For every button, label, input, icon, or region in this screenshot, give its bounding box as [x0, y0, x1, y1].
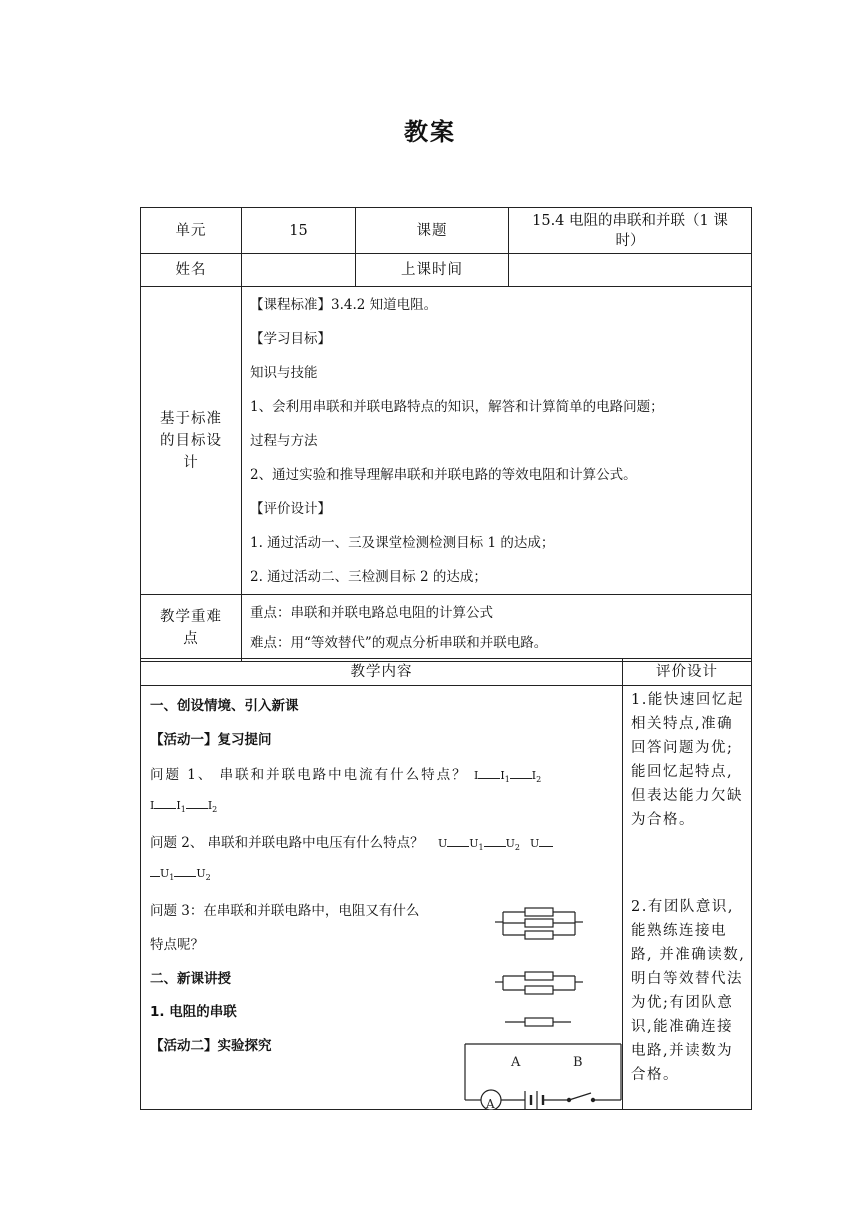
key-points-label-line2: 点: [183, 631, 199, 647]
single-resistor-diagram: [505, 1018, 571, 1026]
symbol-I: I: [176, 799, 181, 812]
activity-2-heading: [150, 1034, 272, 1054]
symbol-I: I: [207, 799, 213, 812]
symbol-I: I: [150, 799, 155, 812]
question-2-text: 问题 2、 串联和并联电路中电压有什么特点？: [150, 835, 424, 851]
symbol-U: U: [530, 837, 540, 850]
name-label: 姓名: [141, 254, 242, 287]
circuit-diagrams: [463, 898, 623, 1110]
unit-value: 15: [242, 208, 356, 254]
symbol-I: I: [473, 769, 479, 782]
teaching-content-header: 教学内容: [141, 659, 623, 686]
subscript: 1: [169, 873, 175, 883]
goal-design-row: [141, 287, 752, 595]
answer-blank: [478, 766, 500, 779]
activity-2-text: 实验探究: [217, 1038, 272, 1054]
question-1-text: 问题 1、 串联和并联电路中电流有什么特点？: [150, 767, 468, 783]
goal-design-label-line2: 的目标设: [160, 432, 222, 449]
subscript: 2: [536, 775, 542, 785]
topic-value: [509, 208, 752, 254]
evaluation-item-1: 1. 通过活动一、三及课堂检测检测目标 1 的达成；: [250, 535, 555, 551]
goal-2: 2、通过实验和推导理解串联和并联电路的等效电阻和计算公式。: [250, 467, 637, 483]
document-title: 教案: [404, 118, 456, 146]
subscript: 2: [514, 843, 520, 853]
ammeter-label: A: [486, 1097, 495, 1110]
lesson-info-table: [140, 207, 752, 662]
goal-design-content: [242, 287, 752, 595]
subsection-series-resistance: 1. 电阻的串联: [150, 1004, 237, 1020]
symbol-U: U: [505, 837, 515, 850]
topic-label: 课题: [356, 208, 509, 254]
subscript: 1: [478, 843, 484, 853]
answer-blank: [186, 796, 208, 809]
symbol-U: U: [196, 867, 206, 880]
difficult-point: 难点：用“等效替代”的观点分析串联和并联电路。: [250, 635, 548, 651]
voltage-relation-parallel: [150, 864, 211, 882]
answer-blank: [150, 864, 160, 877]
activity-1-tag: 【活动一】: [150, 732, 218, 748]
question-1: [150, 763, 541, 784]
topic-value-line2: 时）: [615, 232, 645, 249]
activity-2-tag: 【活动二】: [150, 1038, 218, 1054]
info-row-unit: [141, 208, 752, 254]
symbol-I: I: [531, 769, 537, 782]
symbol-U: U: [160, 867, 170, 880]
key-points-label: [141, 595, 242, 662]
info-row-name: [141, 254, 752, 287]
evaluation-cell: [623, 686, 752, 1110]
class-time-value: [509, 254, 752, 287]
answer-blank: [484, 834, 506, 847]
evaluation-item-2: 2. 通过活动二、三检测目标 2 的达成；: [250, 569, 487, 585]
section-2-heading: 二、新课讲授: [150, 971, 231, 987]
content-header-row: [141, 659, 752, 686]
voltage-relation-series: [437, 837, 553, 853]
process-methods: 过程与方法: [250, 433, 318, 449]
subscript: 2: [212, 805, 218, 815]
subscript: 1: [504, 775, 510, 785]
key-points-row: [141, 595, 752, 662]
answer-blank: [539, 834, 553, 847]
activity-1-heading: [150, 728, 272, 748]
content-body-row: [141, 686, 752, 1110]
parallel-three-resistors-diagram: [495, 908, 583, 939]
parallel-two-resistors-diagram: [495, 972, 583, 994]
symbol-U: U: [437, 837, 448, 850]
teaching-content-table: [140, 658, 752, 1110]
subscript: 2: [205, 873, 211, 883]
knowledge-skills: 知识与技能: [250, 365, 318, 381]
terminal-b-label: B: [573, 1055, 583, 1070]
answer-blank: [174, 864, 196, 877]
topic-value-line1: 15.4 电阻的串联和并联（1 课: [532, 212, 728, 229]
evaluation-item-1: 1.能快速回忆起相关特点,准确回答问题为优;能回忆起特点,但表达能力欠缺为合格。: [631, 692, 744, 828]
symbol-I: I: [500, 769, 505, 782]
evaluation-header: 评价设计: [623, 659, 752, 686]
answer-blank: [510, 766, 532, 779]
evaluation-item-2: 2.有团队意识,能熟练连接电路, 并准确读数,明白等效替代法为优;有团队意识,能准确连接电路,并读数为合格。: [631, 899, 746, 1083]
unit-label: 单元: [141, 208, 242, 254]
class-time-label: 上课时间: [356, 254, 509, 287]
course-standard: 【课程标准】3.4.2 知道电阻。: [250, 297, 438, 313]
current-relation-series: [473, 769, 542, 785]
question-2: [150, 831, 553, 852]
evaluation-design-heading: 【评价设计】: [250, 501, 331, 517]
symbol-U: U: [469, 837, 479, 850]
goal-design-label-line3: 计: [183, 454, 199, 471]
name-value: [242, 254, 356, 287]
goal-1: 1、会利用串联和并联电路特点的知识，解答和计算简单的电路问题；: [250, 399, 664, 415]
section-1-heading: 一、创设情境、引入新课: [150, 698, 299, 714]
current-relation-parallel: [150, 796, 217, 814]
goal-design-label-line1: 基于标准: [160, 410, 222, 427]
key-points-content: [242, 595, 752, 662]
subscript: 1: [180, 805, 186, 815]
key-points-label-line1: 教学重难: [160, 609, 222, 625]
key-point: 重点：串联和并联电路总电阻的计算公式: [250, 605, 493, 621]
activity-1-text: 复习提问: [217, 732, 272, 748]
question-3-line1: 问题 3：在串联和并联电路中，电阻又有什么: [150, 903, 420, 919]
goal-design-label: [141, 287, 242, 595]
learning-goals-heading: 【学习目标】: [250, 331, 331, 347]
answer-blank: [447, 834, 469, 847]
terminal-a-label: A: [511, 1055, 521, 1070]
question-3-line2: 特点呢？: [150, 937, 204, 953]
answer-blank: [154, 796, 176, 809]
